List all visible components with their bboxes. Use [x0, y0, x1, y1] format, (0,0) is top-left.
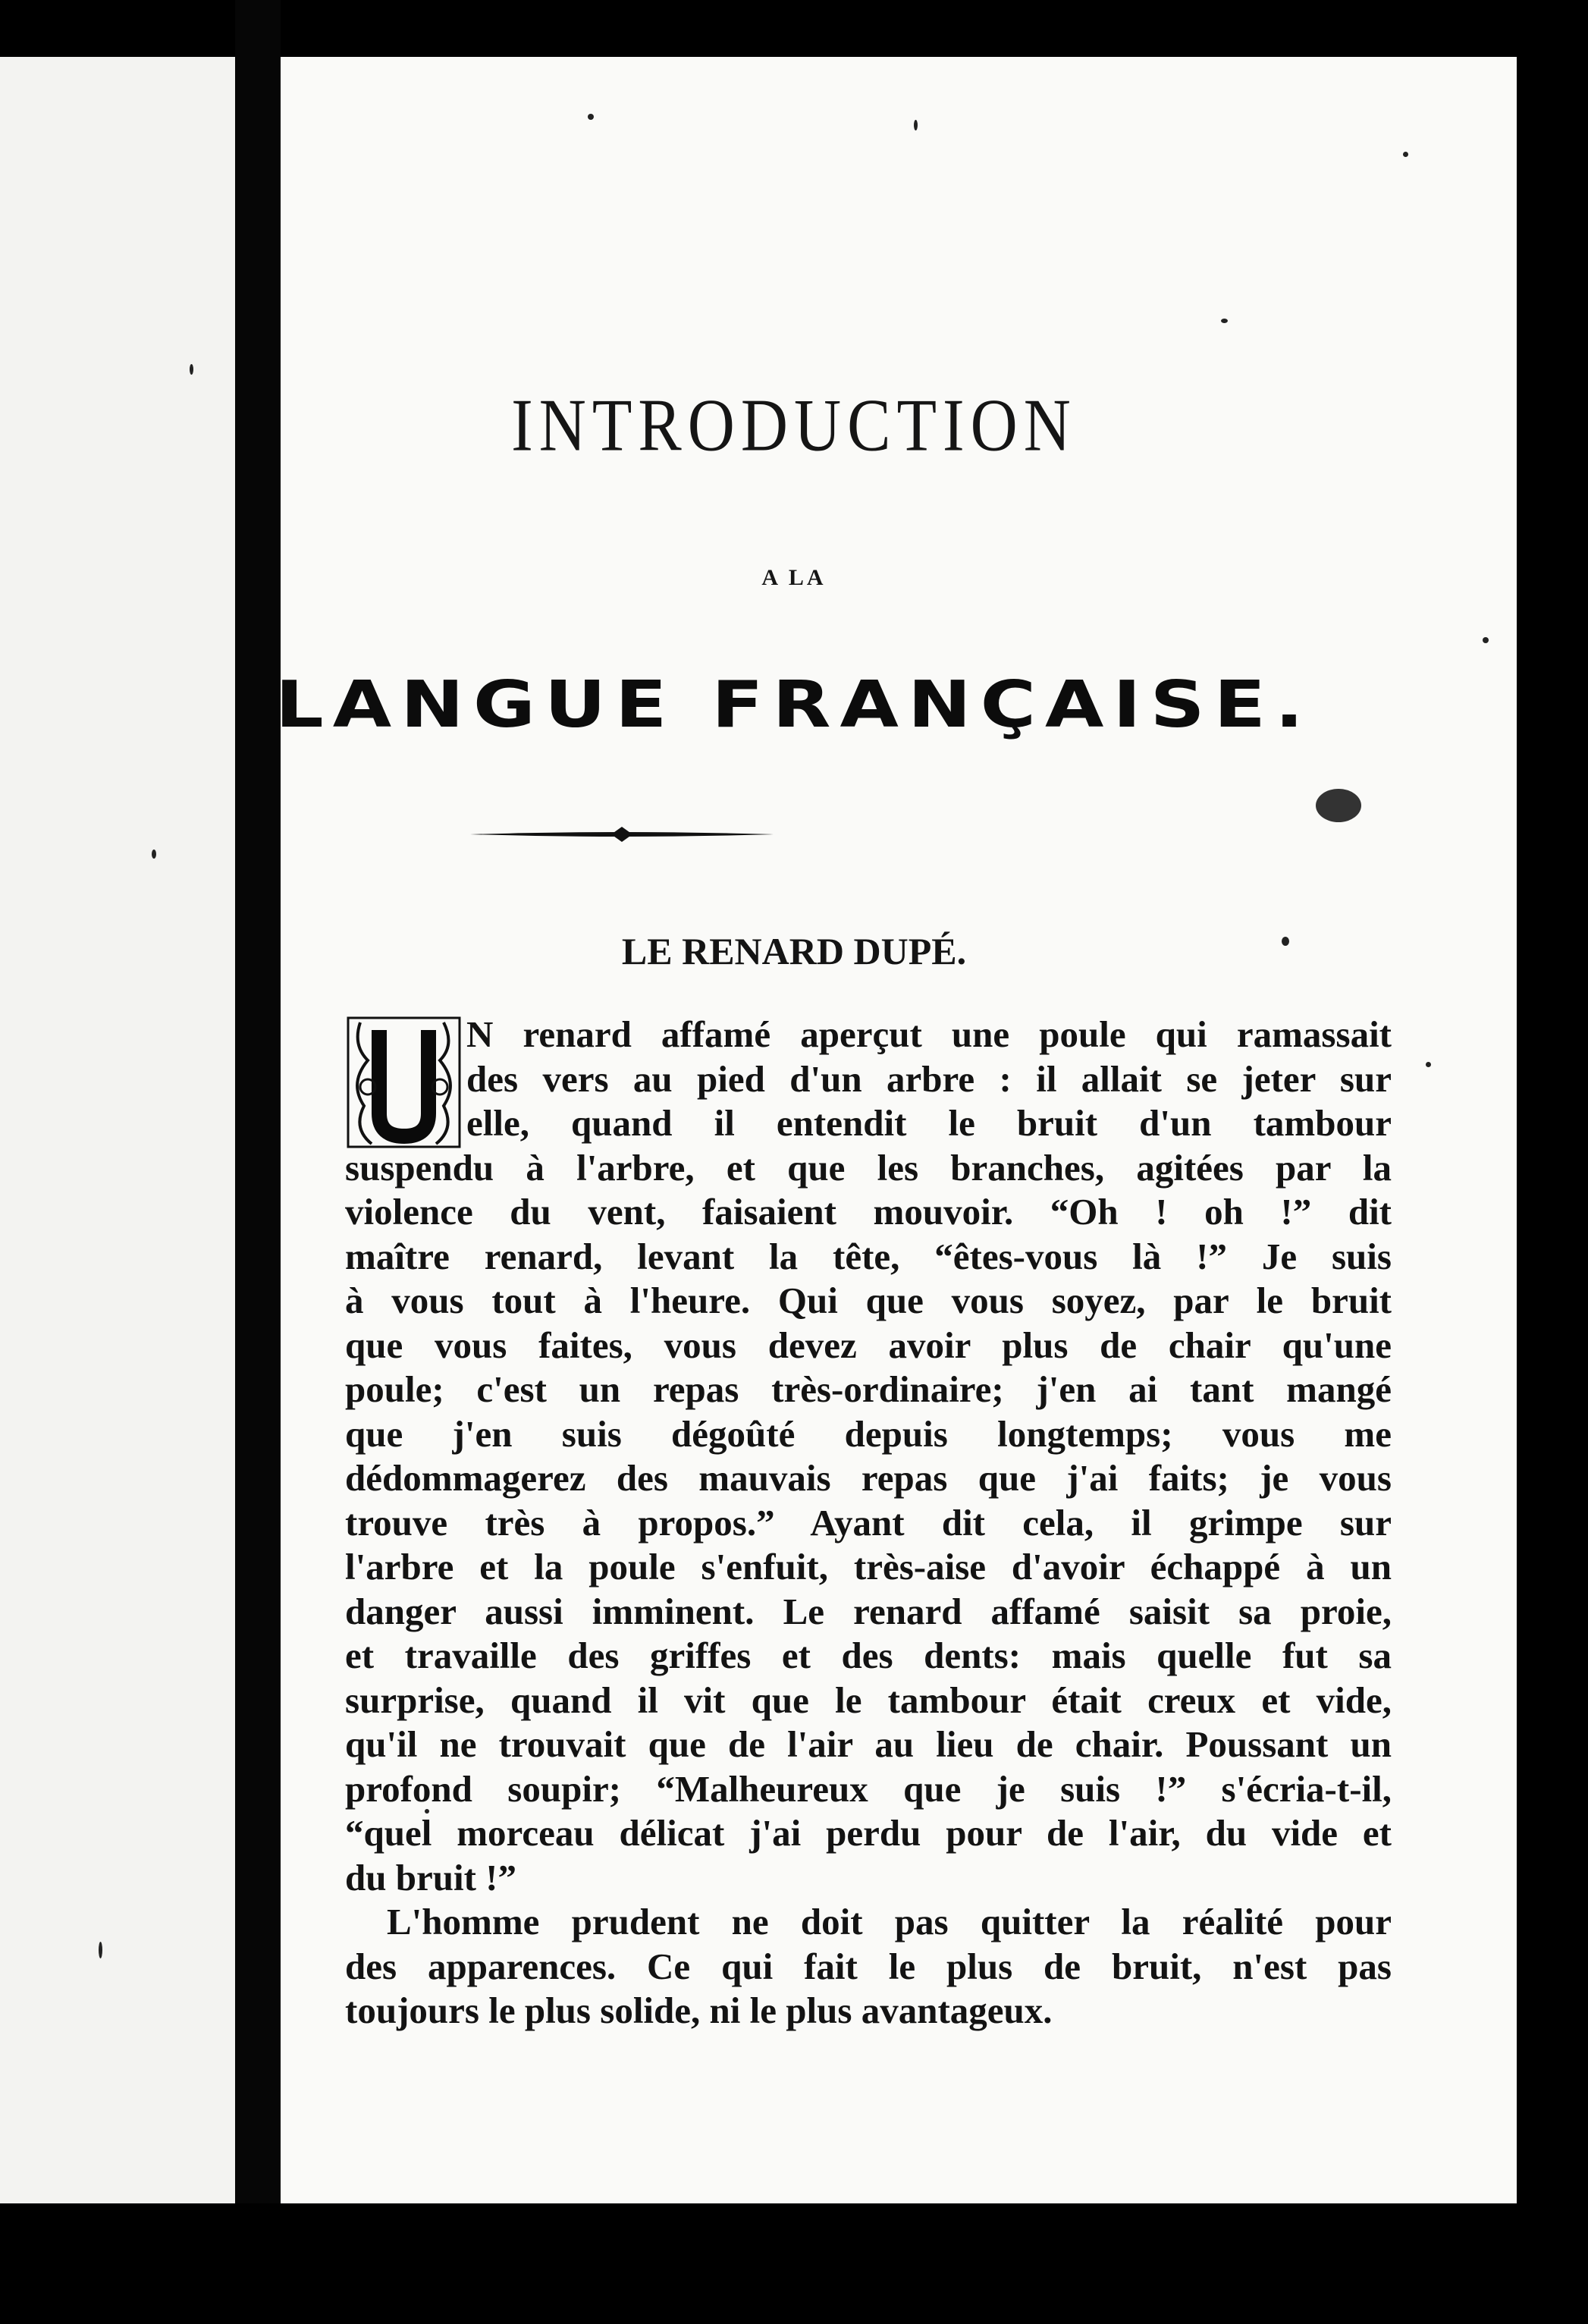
text-line: poule; c'est un repas très-ordinaire; j'en ai tant mangé: [345, 1368, 1392, 1410]
speck: [588, 114, 594, 120]
text-line: “quel morceau délicat j'ai perdu pour de l'air, du vide et: [345, 1812, 1392, 1854]
speck: [1483, 637, 1489, 643]
text-line: dédommagerez des mauvais repas que j'ai faits; je vous: [345, 1457, 1392, 1499]
text-line: l'arbre et la poule s'enfuit, très-aise d'avoir échappé à un: [345, 1546, 1392, 1588]
text-line: des vers au pied d'un arbre : il allait se jeter sur: [466, 1057, 1392, 1100]
speck: [1403, 152, 1408, 157]
story-heading: LE RENARD DUPÉ.: [621, 930, 967, 972]
title-langue-francaise: LANGUE FRANÇAISE.: [275, 666, 1313, 743]
text-line: et travaille des griffes et des dents: mais quelle fut sa: [345, 1635, 1392, 1676]
ornamental-rule: [463, 819, 781, 850]
story-text: [345, 1013, 1392, 2034]
text-line: maître renard, levant la tête, “êtes-vous là !” Je suis: [345, 1235, 1392, 1277]
speck: [914, 120, 918, 130]
speck: [99, 1942, 102, 1958]
text-line: du bruit !”: [345, 1856, 517, 1898]
title-a-la: A LA: [761, 565, 827, 590]
text-line: que vous faites, vous devez avoir plus de chair qu'une: [345, 1324, 1392, 1366]
text-line: trouve très à propos.” Ayant dit cela, il grimpe sur: [345, 1501, 1392, 1544]
text-line: danger aussi imminent. Le renard affamé saisit sa proie,: [345, 1590, 1392, 1632]
moral-line: toujours le plus solide, ni le plus avantageux.: [345, 1990, 1053, 2031]
scan-border-bottom: [0, 2203, 1588, 2324]
facing-page: [0, 57, 235, 2203]
book-gutter: [235, 0, 281, 2324]
ink-blot: [1316, 789, 1361, 822]
speck: [152, 850, 156, 859]
text-line: à vous tout à l'heure. Qui que vous soyez, par le bruit: [345, 1280, 1392, 1321]
text-line: qu'il ne trouvait que de l'air au lieu de chair. Poussant un: [345, 1723, 1392, 1765]
text-line: surprise, quand il vit que le tambour était creux et vide,: [345, 1679, 1392, 1721]
text-line: profond soupir; “Malheureux que je suis !” s'écria-t-il,: [345, 1767, 1392, 1810]
title-introduction: INTRODUCTION: [511, 382, 1077, 467]
text-line: violence du vent, faisaient mouvoir. “Oh ! oh !” dit: [345, 1191, 1392, 1233]
speck: [1426, 1062, 1431, 1067]
speck: [190, 364, 193, 375]
speck: [1221, 319, 1228, 323]
text-line: elle, quand il entendit le bruit d'un tambour: [466, 1102, 1392, 1144]
text-line: que j'en suis dégoûté depuis longtemps; vous me: [345, 1412, 1392, 1455]
text-line: suspendu à l'arbre, et que les branches, agitées par la: [345, 1146, 1392, 1189]
moral-line: des apparences. Ce qui fait le plus de bruit, n'est pas: [345, 1945, 1392, 1987]
text-line: N renard affamé aperçut une poule qui ramassait: [466, 1013, 1392, 1055]
moral-line: L'homme prudent ne doit pas quitter la réalité pour: [387, 1901, 1392, 1942]
